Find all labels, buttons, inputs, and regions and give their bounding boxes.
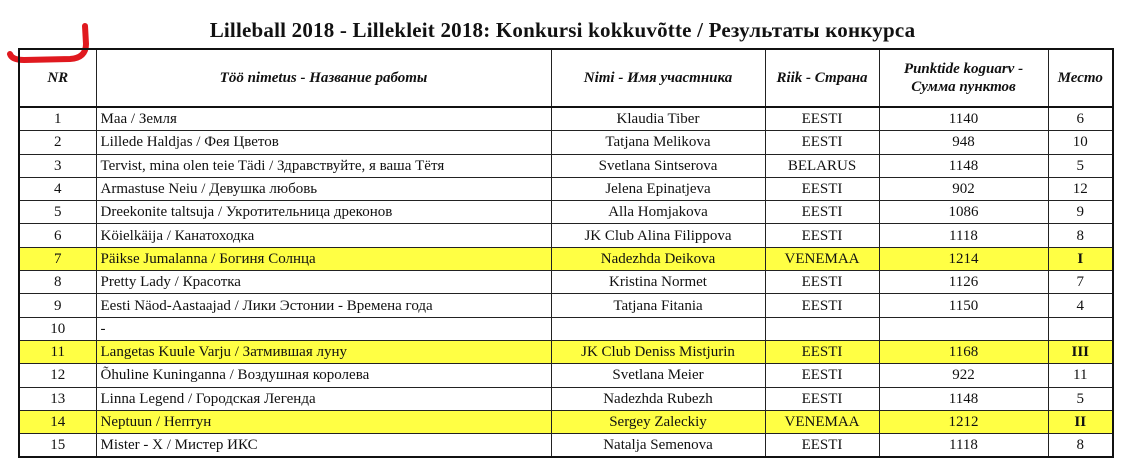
cell-points: 1168 — [879, 340, 1048, 363]
table-row — [19, 364, 1113, 387]
cell-country: EESTI — [765, 294, 879, 317]
cell-participant-name: Svetlana Meier — [551, 364, 765, 387]
table-row — [19, 410, 1113, 433]
cell-participant-name: Sergey Zaleckiy — [551, 410, 765, 433]
cell-work-title: Köielkäija / Канатоходка — [96, 224, 551, 247]
cell-country — [765, 317, 879, 340]
cell-country: EESTI — [765, 224, 879, 247]
cell-participant-name: Tatjana Melikova — [551, 131, 765, 154]
cell-country: EESTI — [765, 201, 879, 224]
cell-work-title: - — [96, 317, 551, 340]
cell-country: BELARUS — [765, 154, 879, 177]
cell-place: 4 — [1048, 294, 1113, 317]
cell-nr: 2 — [19, 131, 96, 154]
cell-participant-name: Kristina Normet — [551, 271, 765, 294]
cell-country: EESTI — [765, 107, 879, 131]
cell-points: 1140 — [879, 107, 1048, 131]
table-row — [19, 224, 1113, 247]
cell-points: 1118 — [879, 434, 1048, 458]
cell-nr: 4 — [19, 177, 96, 200]
table-row — [19, 131, 1113, 154]
cell-points: 1148 — [879, 387, 1048, 410]
column-header-country: Riik - Страна — [765, 49, 879, 107]
table-row — [19, 177, 1113, 200]
cell-country: VENEMAA — [765, 410, 879, 433]
cell-place: 11 — [1048, 364, 1113, 387]
column-header-points-line2: Сумма пунктов — [911, 79, 1016, 95]
cell-place: 8 — [1048, 224, 1113, 247]
table-row — [19, 107, 1113, 131]
table-row — [19, 201, 1113, 224]
table-row — [19, 294, 1113, 317]
cell-participant-name: Tatjana Fitania — [551, 294, 765, 317]
cell-nr: 7 — [19, 247, 96, 270]
cell-work-title: Linna Legend / Городская Легенда — [96, 387, 551, 410]
cell-place: 9 — [1048, 201, 1113, 224]
cell-work-title: Armastuse Neiu / Девушка любовь — [96, 177, 551, 200]
cell-place: 8 — [1048, 434, 1113, 458]
cell-work-title: Tervist, mina olen teie Tädi / Здравствуйте, я ваша Тётя — [96, 154, 551, 177]
cell-participant-name: Natalja Semenova — [551, 434, 765, 458]
cell-points: 1118 — [879, 224, 1048, 247]
cell-points: 1212 — [879, 410, 1048, 433]
cell-place: 12 — [1048, 177, 1113, 200]
cell-work-title: Eesti Näod-Aastaajad / Лики Эстонии - Времена года — [96, 294, 551, 317]
column-header-nr: NR — [19, 49, 96, 107]
cell-participant-name: Jelena Epinatjeva — [551, 177, 765, 200]
cell-nr: 1 — [19, 107, 96, 131]
column-header-points-line1: Punktide koguarv - — [903, 61, 1024, 77]
results-table — [18, 48, 1114, 458]
cell-nr: 15 — [19, 434, 96, 458]
column-header-points — [879, 49, 1048, 107]
cell-work-title: Mister - X / Мистер ИКС — [96, 434, 551, 458]
cell-participant-name: Nadezhda Deikova — [551, 247, 765, 270]
table-row — [19, 434, 1113, 458]
cell-place: II — [1048, 410, 1113, 433]
cell-work-title: Päikse Jumalanna / Богиня Солнца — [96, 247, 551, 270]
table-row — [19, 340, 1113, 363]
cell-place: 10 — [1048, 131, 1113, 154]
cell-nr: 3 — [19, 154, 96, 177]
cell-nr: 6 — [19, 224, 96, 247]
header-row — [19, 49, 1113, 107]
cell-country: EESTI — [765, 177, 879, 200]
cell-place: 7 — [1048, 271, 1113, 294]
cell-place — [1048, 317, 1113, 340]
cell-participant-name: Svetlana Sintserova — [551, 154, 765, 177]
cell-work-title: Õhuline Kuninganna / Воздушная королева — [96, 364, 551, 387]
cell-place: 6 — [1048, 107, 1113, 131]
table-row — [19, 247, 1113, 270]
cell-points: 948 — [879, 131, 1048, 154]
cell-work-title: Dreekonite taltsuja / Укротительница дреконов — [96, 201, 551, 224]
cell-work-title: Lillede Haldjas / Фея Цветов — [96, 131, 551, 154]
cell-work-title: Маа / Земля — [96, 107, 551, 131]
cell-country: VENEMAA — [765, 247, 879, 270]
cell-country: EESTI — [765, 434, 879, 458]
cell-nr: 9 — [19, 294, 96, 317]
cell-nr: 8 — [19, 271, 96, 294]
cell-points: 1126 — [879, 271, 1048, 294]
column-header-work: Töö nimetus - Название работы — [96, 49, 551, 107]
cell-points — [879, 317, 1048, 340]
cell-work-title: Neptuun / Нептун — [96, 410, 551, 433]
page-title: Lilleball 2018 - Lillekleit 2018: Konkursi kokkuvõtte / Результаты конкурса — [209, 18, 916, 42]
cell-place: 5 — [1048, 154, 1113, 177]
column-header-place: Место — [1048, 49, 1113, 107]
cell-participant-name: JK Club Alina Filippova — [551, 224, 765, 247]
cell-country: EESTI — [765, 364, 879, 387]
cell-work-title: Langetas Kuule Varju / Затмившая луну — [96, 340, 551, 363]
cell-points: 1150 — [879, 294, 1048, 317]
cell-points: 1086 — [879, 201, 1048, 224]
cell-country: EESTI — [765, 271, 879, 294]
cell-country: EESTI — [765, 131, 879, 154]
cell-participant-name: Klaudia Tiber — [551, 107, 765, 131]
cell-participant-name: Alla Homjakova — [551, 201, 765, 224]
cell-nr: 5 — [19, 201, 96, 224]
table-row — [19, 317, 1113, 340]
cell-country: EESTI — [765, 340, 879, 363]
cell-nr: 11 — [19, 340, 96, 363]
cell-place: III — [1048, 340, 1113, 363]
cell-nr: 14 — [19, 410, 96, 433]
cell-participant-name — [551, 317, 765, 340]
cell-country: EESTI — [765, 387, 879, 410]
table-row — [19, 387, 1113, 410]
table-row — [19, 271, 1113, 294]
cell-participant-name: JK Club Deniss Mistjurin — [551, 340, 765, 363]
cell-participant-name: Nadezhda Rubezh — [551, 387, 765, 410]
cell-place: 5 — [1048, 387, 1113, 410]
cell-points: 922 — [879, 364, 1048, 387]
cell-work-title: Pretty Lady / Красотка — [96, 271, 551, 294]
cell-nr: 10 — [19, 317, 96, 340]
cell-nr: 13 — [19, 387, 96, 410]
cell-points: 902 — [879, 177, 1048, 200]
cell-place: I — [1048, 247, 1113, 270]
table-row — [19, 154, 1113, 177]
cell-points: 1214 — [879, 247, 1048, 270]
cell-nr: 12 — [19, 364, 96, 387]
column-header-name: Nimi - Имя участника — [551, 49, 765, 107]
cell-points: 1148 — [879, 154, 1048, 177]
